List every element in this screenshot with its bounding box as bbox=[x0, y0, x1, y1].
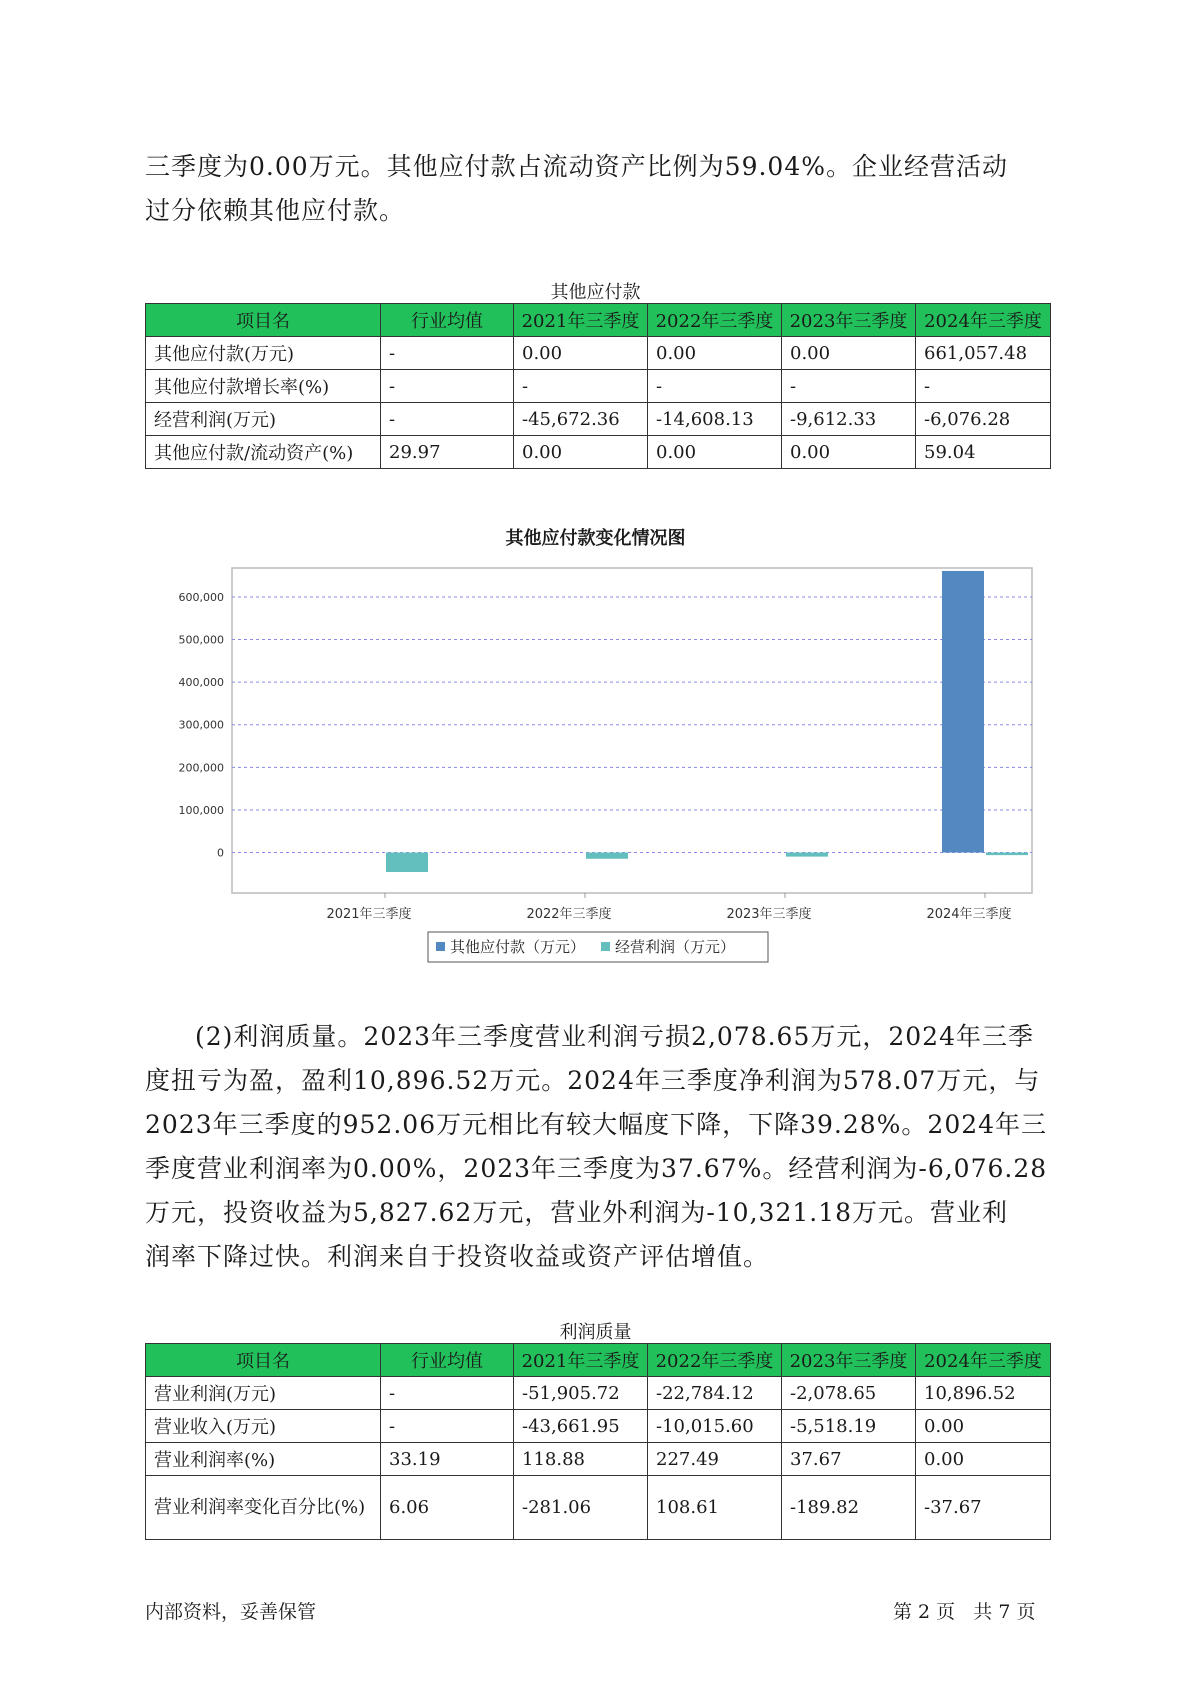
footer-page-number: 第 2 页 共 7 页 bbox=[893, 1601, 1036, 1623]
bar bbox=[386, 853, 428, 872]
table-cell: -10,015.60 bbox=[648, 1410, 782, 1443]
table-cell: 0.00 bbox=[916, 1443, 1051, 1476]
header-cell: 项目名 bbox=[146, 1344, 381, 1377]
bar bbox=[586, 853, 628, 859]
table-cell: - bbox=[381, 1410, 514, 1443]
para2-line-6: 润率下降过快。利润来自于投资收益或资产评估增值。 bbox=[145, 1242, 770, 1271]
table-cell: -2,078.65 bbox=[782, 1377, 916, 1410]
table-cell: 0.00 bbox=[782, 436, 916, 469]
table-cell: 0.00 bbox=[648, 337, 782, 370]
x-tick-label: 2021年三季度 bbox=[326, 907, 412, 922]
table-header-row bbox=[146, 304, 1051, 337]
table-cell: 其他应付款(万元) bbox=[146, 337, 381, 370]
header-cell: 2024年三季度 bbox=[916, 1344, 1051, 1377]
chart-title: 其他应付款变化情况图 bbox=[505, 528, 686, 549]
x-tick-label: 2024年三季度 bbox=[926, 907, 1012, 922]
table-cell: - bbox=[648, 370, 782, 403]
header-cell: 2021年三季度 bbox=[514, 304, 648, 337]
table-cell: 其他应付款/流动资产(%) bbox=[146, 436, 381, 469]
header-cell: 2023年三季度 bbox=[782, 304, 916, 337]
legend-swatch bbox=[601, 942, 610, 951]
table-cell: - bbox=[381, 1377, 514, 1410]
table-cell: 其他应付款增长率(%) bbox=[146, 370, 381, 403]
y-tick-label: 300,000 bbox=[178, 718, 224, 732]
header-cell: 2022年三季度 bbox=[648, 304, 782, 337]
legend-swatch bbox=[436, 942, 445, 951]
header-cell: 2023年三季度 bbox=[782, 1344, 916, 1377]
table-header-row bbox=[146, 1344, 1051, 1377]
intro-line-1: 三季度为0.00万元。其他应付款占流动资产比例为59.04%。企业经营活动 bbox=[145, 152, 1008, 181]
table-row bbox=[146, 1476, 1051, 1540]
table2-caption: 利润质量 bbox=[559, 1322, 632, 1343]
table-cell: 6.06 bbox=[381, 1476, 514, 1540]
table-cell: -43,661.95 bbox=[514, 1410, 648, 1443]
header-cell: 2022年三季度 bbox=[648, 1344, 782, 1377]
y-tick-label: 400,000 bbox=[178, 676, 224, 690]
table-cell: -45,672.36 bbox=[514, 403, 648, 436]
table-cell: 37.67 bbox=[782, 1443, 916, 1476]
table-cell: -6,076.28 bbox=[916, 403, 1051, 436]
table-cell: -281.06 bbox=[514, 1476, 648, 1540]
y-tick-label: 200,000 bbox=[178, 761, 224, 775]
table-cell: -189.82 bbox=[782, 1476, 916, 1540]
header-cell: 行业均值 bbox=[381, 304, 514, 337]
para2-line-2: 度扭亏为盈，盈利10,896.52万元。2024年三季度净利润为578.07万元，与 bbox=[145, 1066, 1041, 1095]
para2-line-4: 季度营业利润率为0.00%，2023年三季度为37.67%。经营利润为-6,076.28 bbox=[145, 1154, 1048, 1183]
intro-paragraph bbox=[145, 145, 1050, 233]
table-cell: 营业利润率变化百分比(%) bbox=[146, 1476, 381, 1540]
header-cell: 2021年三季度 bbox=[514, 1344, 648, 1377]
table-cell: - bbox=[514, 370, 648, 403]
bar bbox=[942, 571, 984, 853]
table-cell: -5,518.19 bbox=[782, 1410, 916, 1443]
table-cell: 0.00 bbox=[514, 436, 648, 469]
para2-line-1: (2)利润质量。2023年三季度营业利润亏损2,078.65万元，2024年三季 bbox=[195, 1022, 1034, 1051]
table-cell: - bbox=[381, 403, 514, 436]
table-cell: 108.61 bbox=[648, 1476, 782, 1540]
table-cell: - bbox=[916, 370, 1051, 403]
table-row bbox=[146, 403, 1051, 436]
table-cell: 0.00 bbox=[648, 436, 782, 469]
table-cell: 661,057.48 bbox=[916, 337, 1051, 370]
profit-quality-paragraph bbox=[145, 1015, 1050, 1279]
table-cell: 29.97 bbox=[381, 436, 514, 469]
table-cell: 经营利润(万元) bbox=[146, 403, 381, 436]
legend-label: 经营利润（万元） bbox=[615, 938, 736, 956]
header-cell: 2024年三季度 bbox=[916, 304, 1051, 337]
bar bbox=[786, 853, 828, 857]
table-row bbox=[146, 337, 1051, 370]
table-cell: - bbox=[381, 337, 514, 370]
footer-confidential: 内部资料，妥善保管 bbox=[145, 1601, 317, 1623]
table-row bbox=[146, 370, 1051, 403]
table-cell: -22,784.12 bbox=[648, 1377, 782, 1410]
profit-quality-table bbox=[145, 1343, 1051, 1540]
table-cell: 118.88 bbox=[514, 1443, 648, 1476]
table-cell: 0.00 bbox=[916, 1410, 1051, 1443]
table-cell: 227.49 bbox=[648, 1443, 782, 1476]
header-cell: 行业均值 bbox=[381, 1344, 514, 1377]
para2-line-3: 2023年三季度的952.06万元相比有较大幅度下降，下降39.28%。2024年三 bbox=[145, 1110, 1048, 1139]
bar-chart bbox=[160, 560, 1040, 970]
table-row bbox=[146, 1377, 1051, 1410]
other-payables-table bbox=[145, 303, 1051, 469]
table-cell: 营业利润(万元) bbox=[146, 1377, 381, 1410]
x-tick-label: 2023年三季度 bbox=[726, 907, 812, 922]
intro-line-2: 过分依赖其他应付款。 bbox=[145, 196, 406, 225]
table-cell: 0.00 bbox=[514, 337, 648, 370]
table-cell: -9,612.33 bbox=[782, 403, 916, 436]
table-cell: 营业收入(万元) bbox=[146, 1410, 381, 1443]
y-tick-label: 0 bbox=[217, 846, 224, 860]
bar bbox=[986, 853, 1028, 856]
table-row bbox=[146, 1410, 1051, 1443]
table-cell: -37.67 bbox=[916, 1476, 1051, 1540]
table-cell: - bbox=[381, 370, 514, 403]
table-cell: -14,608.13 bbox=[648, 403, 782, 436]
table-row bbox=[146, 1443, 1051, 1476]
table-cell: 营业利润率(%) bbox=[146, 1443, 381, 1476]
para2-line-5: 万元，投资收益为5,827.62万元，营业外利润为-10,321.18万元。营业利 bbox=[145, 1198, 1009, 1227]
y-tick-label: 500,000 bbox=[178, 633, 224, 647]
y-tick-label: 100,000 bbox=[178, 803, 224, 817]
plot-area bbox=[232, 568, 1032, 893]
legend-label: 其他应付款（万元） bbox=[450, 938, 586, 956]
table1-caption: 其他应付款 bbox=[550, 282, 641, 303]
table-cell: - bbox=[782, 370, 916, 403]
y-tick-label: 600,000 bbox=[178, 590, 224, 604]
table-cell: 59.04 bbox=[916, 436, 1051, 469]
table-cell: -51,905.72 bbox=[514, 1377, 648, 1410]
header-cell: 项目名 bbox=[146, 304, 381, 337]
table-cell: 0.00 bbox=[782, 337, 916, 370]
table-row bbox=[146, 436, 1051, 469]
x-tick-label: 2022年三季度 bbox=[526, 907, 612, 922]
table-cell: 33.19 bbox=[381, 1443, 514, 1476]
table-cell: 10,896.52 bbox=[916, 1377, 1051, 1410]
